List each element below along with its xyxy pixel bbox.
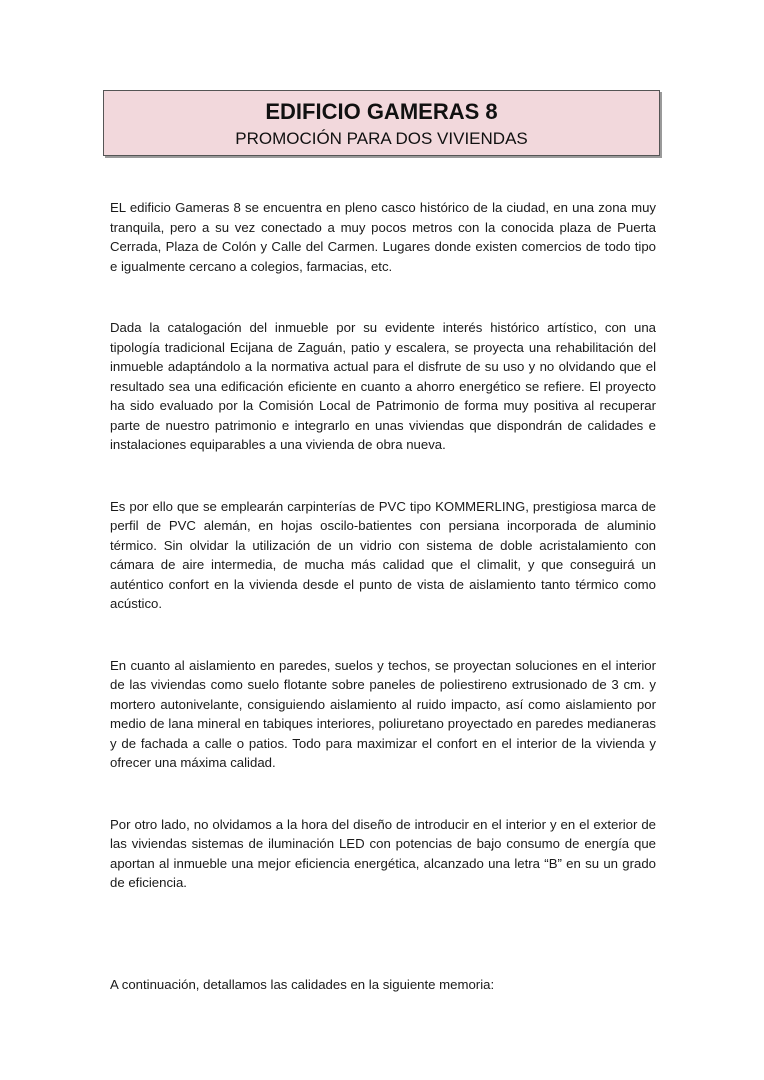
paragraph-lighting: Por otro lado, no olvidamos a la hora del diseño de introducir en el interior y en el exterior de las viviendas sistemas de iluminación LED con potencias de bajo consumo de energía que aportan al inmueble una mejor eficiencia energética, alcanzado una letra “B” en su un grado de eficiencia. xyxy=(110,816,656,890)
paragraph-heritage: Dada la catalogación del inmueble por su evidente interés histórico artístico, con una tipología tradicional Ecijana de Zaguán, patio y escalera, se proyecta una rehabilitación del inmueble adaptándolo a la normativa actual para el disfrute de su uso y no olvidando que el resultado sea una edificación eficiente en cuanto a ahorro energético se refiere. El proyecto ha sido evaluado por la Comisión Local de Patrimonio de forma muy positiva al recuperar parte de nuestro patrimonio e integrarlo en unas viviendas que dispondrán de calidades e instalaciones equiparables a una vivienda de obra nueva. xyxy=(110,320,656,452)
title-box xyxy=(103,90,660,156)
paragraph-location: EL edificio Gameras 8 se encuentra en pleno casco histórico de la ciudad, en una zona muy tranquila, pero a su vez conectado a muy pocos metros con la conocida plaza de Puerta Cerrada, Plaza de Colón y Calle del Carmen. Lugares donde existen comercios de todo tipo e igualmente cercano a colegios, farmacias, etc. xyxy=(110,200,656,274)
paragraph-closing: A continuación, detallamos las calidades en la siguiente memoria: xyxy=(110,976,495,992)
document-title: EDIFICIO GAMERAS 8 xyxy=(265,99,498,124)
document-body xyxy=(110,198,656,994)
paragraph-windows: Es por ello que se emplearán carpinterías de PVC tipo KOMMERLING, prestigiosa marca de perfil de PVC alemán, en hojas oscilo-batientes con persiana incorporada de aluminio térmico. Sin olvidar la utilización de un vidrio con sistema de doble acristalamiento con cámara de aire intermedia, de mucha más calidad que el climalit, y que conseguirá un auténtico confort en la vivienda desde el punto de vista de aislamiento tanto térmico como acústico. xyxy=(110,498,656,611)
paragraph-insulation: En cuanto al aislamiento en paredes, suelos y techos, se proyectan soluciones en el interior de las viviendas como suelo flotante sobre paneles de poliestireno extrusionado de 3 cm. y mortero autonivelante, consiguiendo aislamiento al ruido impacto, así como aislamiento por medio de lana mineral en tabiques interiores, poliuretano proyectado en paredes medianeras y de fachada a calle o patios. Todo para maximizar el confort en el interior de la vivienda y ofrecer una máxima calidad. xyxy=(110,657,656,770)
document-subtitle: PROMOCIÓN PARA DOS VIVIENDAS xyxy=(235,129,528,148)
